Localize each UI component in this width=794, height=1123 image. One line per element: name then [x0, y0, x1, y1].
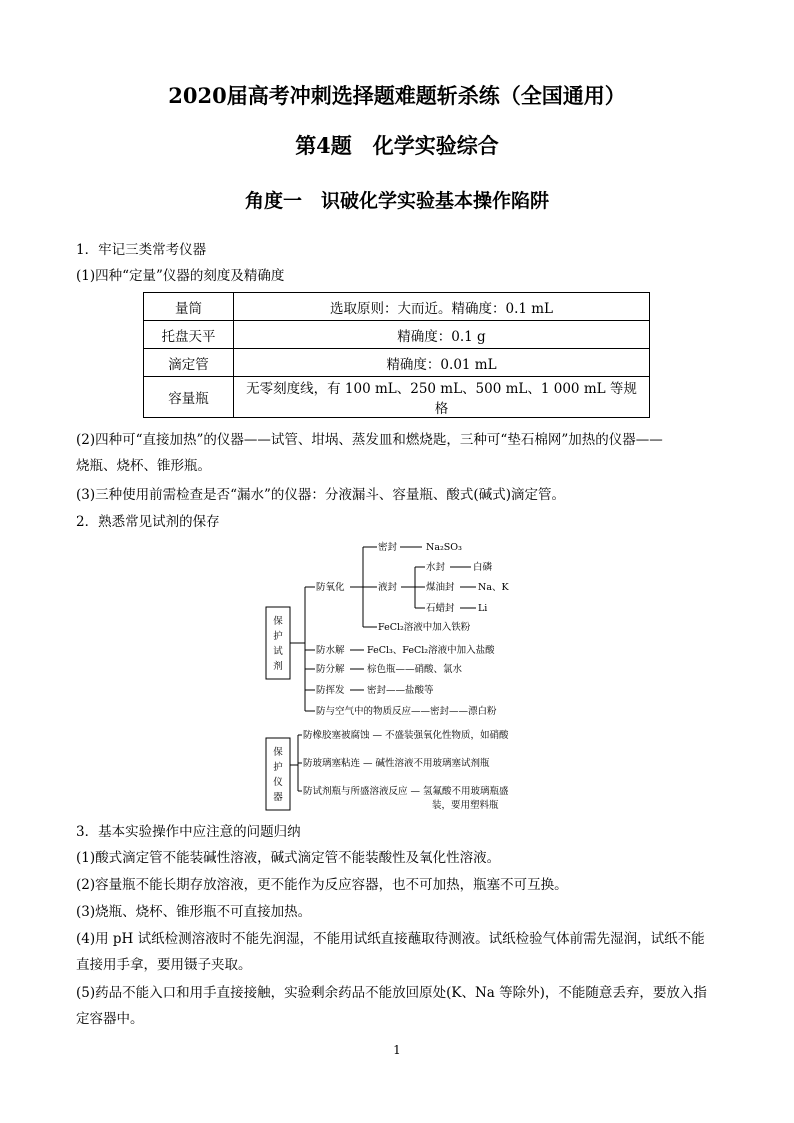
box1-char: 剂	[273, 661, 283, 672]
table-cell-value: 无零刻度线，有 100 mL、250 mL、500 mL、1 000 mL 等规格	[234, 377, 650, 418]
box2-char: 器	[273, 792, 283, 803]
liquid-seal-label: 液封	[378, 582, 398, 593]
anti-bottle-reaction-cont: 装，要用塑料瓶	[432, 800, 499, 811]
paragraph-3-2: (2)容量瓶不能长期存放溶液，更不能作为反应容器，也不可加热，瓶塞不可互换。	[76, 877, 568, 893]
paragraph-1-3: (3)三种使用前需检查是否“漏水”的仪器：分液漏斗、容量瓶、酸式(碱式)滴定管。	[76, 487, 565, 503]
section-title: 角度一 识破化学实验基本操作陷阱	[244, 190, 549, 212]
fecl2-label: FeCl₂溶液中加入铁粉	[378, 622, 471, 633]
paragraph-3-1: (1)酸式滴定管不能装碱性溶液，碱式滴定管不能装酸性及氧化性溶液。	[76, 850, 501, 866]
document-title: 2020届高考冲刺选择题难题斩杀练（全国通用）	[168, 83, 626, 108]
paragraph-3-5	[76, 983, 718, 1029]
table-cell-value: 选取原则：大而近。精确度：0.1 mL	[234, 293, 650, 321]
na2so3-label: Na₂SO₃	[426, 542, 462, 553]
anti-hydrolysis-label: 防水解	[316, 645, 345, 656]
anti-bottle-reaction: 防试剂瓶与所盛溶液反应 — 氢氟酸不用玻璃瓶盛	[303, 786, 509, 797]
na-k-label: Na、K	[478, 582, 509, 593]
table-row	[144, 377, 650, 418]
table-cell-name: 滴定管	[144, 349, 234, 377]
reagent-storage-diagram	[260, 535, 560, 815]
li-label: Li	[478, 603, 488, 614]
instrument-table	[143, 292, 650, 418]
box2-char: 保	[273, 747, 283, 758]
table-row	[144, 349, 650, 377]
table-cell-name: 容量瓶	[144, 377, 234, 418]
box1-char: 护	[273, 631, 283, 642]
paragraph-3-4-line-a: (4)用 pH 试纸检测溶液时不能先润湿，不能用试纸直接蘸取待测液。试纸检验气体前需先湿润，试纸不能	[76, 931, 705, 947]
kerosene-seal-label: 煤油封	[426, 582, 455, 593]
anti-glass-stopper-sticking: 防玻璃塞粘连 — 碱性溶液不用玻璃塞试剂瓶	[303, 758, 490, 769]
table-cell-name: 量筒	[144, 293, 234, 321]
anti-volatile-label: 防挥发	[316, 685, 345, 696]
water-seal-label: 水封	[426, 562, 446, 573]
anti-oxidation-label: 防氧化	[316, 582, 345, 593]
page-number: 1	[393, 1043, 401, 1057]
table-cell-value: 精确度：0.1 g	[234, 321, 650, 349]
paragraph-1-2-line-a: (2)四种可“直接加热”的仪器——试管、坩埚、蒸发皿和燃烧匙，三种可“垫石棉网”加热的仪器——	[76, 432, 663, 448]
paragraph-3-5-line-a: (5)药品不能入口和用手直接接触，实验剩余药品不能放回原处(K、Na 等除外)，不能随意丢弃，要放入指	[76, 985, 707, 1001]
seal-label: 密封	[378, 542, 398, 553]
anti-volatile-value: 密封——盐酸等	[367, 685, 434, 696]
document-subtitle: 第4题 化学实验综合	[295, 133, 499, 158]
paraffin-seal-label: 石蜡封	[426, 603, 455, 614]
paragraph-3-5-line-b: 定容器中。	[76, 1011, 144, 1027]
table-cell-name: 托盘天平	[144, 321, 234, 349]
table-cell-value: 精确度：0.01 mL	[234, 349, 650, 377]
box2-char: 护	[273, 762, 283, 773]
table-row	[144, 321, 650, 349]
anti-hydrolysis-value: FeCl₃、FeCl₂溶液中加入盐酸	[367, 645, 495, 656]
paragraph-1-2	[76, 430, 718, 476]
paragraph-3-4	[76, 929, 718, 975]
box1-char: 试	[273, 646, 283, 657]
anti-rubber-corrosion: 防橡胶塞被腐蚀 — 不盛装强氧化性物质，如硝酸	[303, 730, 509, 741]
anti-decomposition-label: 防分解	[316, 664, 345, 675]
anti-decomposition-value: 棕色瓶——硝酸、氯水	[367, 664, 463, 675]
paragraph-3-3: (3)烧瓶、烧杯、锥形瓶不可直接加热。	[76, 904, 312, 920]
paragraph-1-2-line-b: 烧瓶、烧杯、锥形瓶。	[76, 458, 211, 474]
heading-2: 2．熟悉常见试剂的保存	[76, 514, 220, 530]
paragraph-1-1: (1)四种“定量”仪器的刻度及精确度	[76, 268, 285, 284]
heading-3: 3．基本实验操作中应注意的问题归纳	[76, 824, 301, 840]
box2-char: 仪	[273, 777, 283, 788]
white-phosphorus-label: 白磷	[473, 562, 493, 573]
table-row	[144, 293, 650, 321]
box1-char: 保	[273, 616, 283, 627]
paragraph-3-4-line-b: 直接用手拿，要用镊子夹取。	[76, 957, 252, 973]
anti-air-reaction-label: 防与空气中的物质反应——密封——漂白粉	[316, 706, 497, 717]
heading-1: 1．牢记三类常考仪器	[76, 242, 207, 258]
